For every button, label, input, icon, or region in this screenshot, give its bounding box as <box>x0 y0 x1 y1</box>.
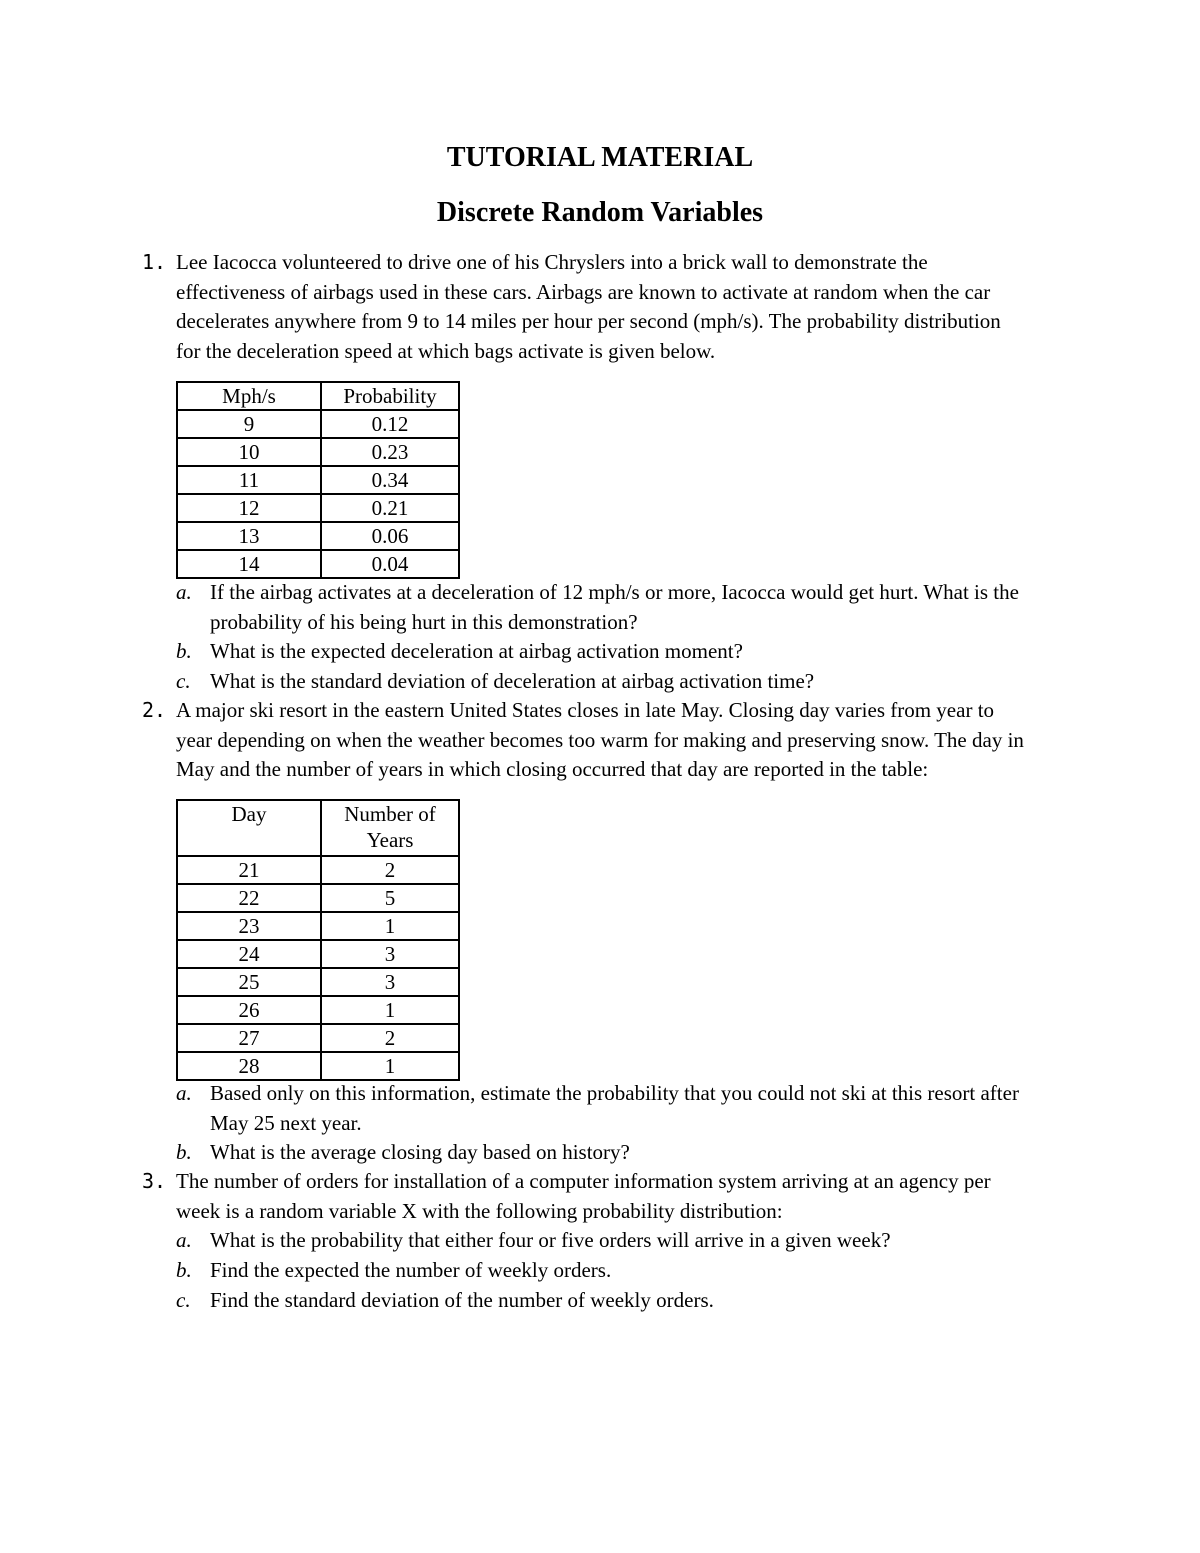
question-number: 1. <box>142 250 167 274</box>
table-cell: 24 <box>177 940 321 968</box>
table-cell: 13 <box>177 522 321 550</box>
table-cell: 3 <box>321 940 459 968</box>
table-cell: 27 <box>177 1024 321 1052</box>
document-subtitle: Discrete Random Variables <box>436 197 764 228</box>
table-cell: 0.21 <box>321 494 459 522</box>
table-cell: 0.04 <box>321 550 459 578</box>
sub-letter: c. <box>176 1288 191 1312</box>
table-cell: 1 <box>321 996 459 1024</box>
table-row <box>177 1052 459 1080</box>
question-1c <box>176 667 1156 697</box>
table-cell: 0.12 <box>321 410 459 438</box>
table-header-cell: Day <box>177 800 321 856</box>
question-1 <box>142 248 1142 366</box>
table-cell: 2 <box>321 856 459 884</box>
text-line: A major ski resort in the eastern United States closes in late May. Closing day varies from year to <box>176 698 995 722</box>
question-3c <box>176 1286 1156 1316</box>
text-line: for the deceleration speed at which bags activate is given below. <box>176 338 716 363</box>
text-line: What is the probability that either four or five orders will arrive in a given week? <box>210 1228 891 1252</box>
header-line: Years <box>366 828 414 852</box>
table-cell: 11 <box>177 466 321 494</box>
question-3b <box>176 1256 1156 1286</box>
table-cell: 9 <box>177 410 321 438</box>
table-cell: 2 <box>321 1024 459 1052</box>
table-cell: 14 <box>177 550 321 578</box>
text-line: May and the number of years in which closing occurred that day are reported in the table: <box>176 757 929 781</box>
table-cell: 12 <box>177 494 321 522</box>
sub-letter: a. <box>176 580 192 604</box>
table-cell: 1 <box>321 1052 459 1080</box>
table-header-row <box>177 382 459 410</box>
table-cell: 10 <box>177 438 321 466</box>
table-header-cell <box>321 800 459 856</box>
table-row <box>177 438 459 466</box>
sub-letter: b. <box>176 1140 192 1164</box>
table-row <box>177 968 459 996</box>
question-2 <box>142 696 1142 785</box>
table-row <box>177 522 459 550</box>
text-line: Find the expected the number of weekly orders. <box>210 1258 612 1282</box>
table-row <box>177 884 459 912</box>
table-row <box>177 912 459 940</box>
question-2b <box>176 1138 1156 1168</box>
table-row <box>177 856 459 884</box>
table-cell: 25 <box>177 968 321 996</box>
sub-letter: a. <box>176 1081 192 1105</box>
text-line: What is the average closing day based on history? <box>210 1140 630 1164</box>
sub-letter: b. <box>176 639 192 663</box>
table-row <box>177 550 459 578</box>
text-line: Find the standard deviation of the number of weekly orders. <box>210 1288 714 1312</box>
question-1a <box>176 578 1156 637</box>
text-line: week is a random variable X with the following probability distribution: <box>176 1198 783 1223</box>
deceleration-table <box>176 381 460 579</box>
table-cell: 0.06 <box>321 522 459 550</box>
closing-day-table <box>176 799 460 1081</box>
sub-letter: a. <box>176 1228 192 1252</box>
table-cell: 23 <box>177 912 321 940</box>
table-row <box>177 1024 459 1052</box>
document-title: TUTORIAL MATERIAL <box>446 142 754 173</box>
table-header-row <box>177 800 459 856</box>
text-line: What is the expected deceleration at airbag activation moment? <box>210 639 743 663</box>
header-line: Number of <box>344 802 436 826</box>
question-2a <box>176 1079 1156 1138</box>
table-cell: 26 <box>177 996 321 1024</box>
question-text <box>176 1167 1142 1226</box>
question-1b <box>176 637 1156 667</box>
question-3 <box>142 1167 1142 1226</box>
table-cell: 21 <box>177 856 321 884</box>
text-line: The number of orders for installation of a computer information system arriving at an agency per <box>176 1169 991 1193</box>
table-header-cell: Probability <box>321 382 459 410</box>
text-line: Based only on this information, estimate the probability that you could not ski at this resort after <box>210 1081 1019 1105</box>
text-line: If the airbag activates at a deceleration of 12 mph/s or more, Iacocca would get hurt. What is the <box>210 580 1019 604</box>
table-row <box>177 940 459 968</box>
table-row <box>177 996 459 1024</box>
question-3a <box>176 1226 1156 1256</box>
table-row <box>177 466 459 494</box>
table-cell: 1 <box>321 912 459 940</box>
question-number: 3. <box>142 1169 167 1193</box>
text-line: decelerates anywhere from 9 to 14 miles per hour per second (mph/s). The probability distribution <box>176 309 1001 333</box>
question-text <box>176 696 1142 785</box>
text-line: Lee Iacocca volunteered to drive one of his Chryslers into a brick wall to demonstrate the <box>176 250 928 274</box>
text-line: May 25 next year. <box>210 1110 362 1135</box>
table-row <box>177 410 459 438</box>
question-number: 2. <box>142 698 167 722</box>
table-row <box>177 494 459 522</box>
sub-letter: c. <box>176 669 191 693</box>
table-header-cell: Mph/s <box>177 382 321 410</box>
text-line: effectiveness of airbags used in these cars. Airbags are known to activate at random when the car <box>176 279 991 304</box>
table-cell: 5 <box>321 884 459 912</box>
table-cell: 22 <box>177 884 321 912</box>
text-line: What is the standard deviation of deceleration at airbag activation time? <box>210 669 815 693</box>
table-cell: 28 <box>177 1052 321 1080</box>
question-text <box>176 248 1142 366</box>
sub-letter: b. <box>176 1258 192 1282</box>
table-cell: 3 <box>321 968 459 996</box>
text-line: year depending on when the weather becomes too warm for making and preserving snow. The day in <box>176 727 1024 752</box>
table-cell: 0.23 <box>321 438 459 466</box>
text-line: probability of his being hurt in this demonstration? <box>210 609 638 634</box>
table-cell: 0.34 <box>321 466 459 494</box>
